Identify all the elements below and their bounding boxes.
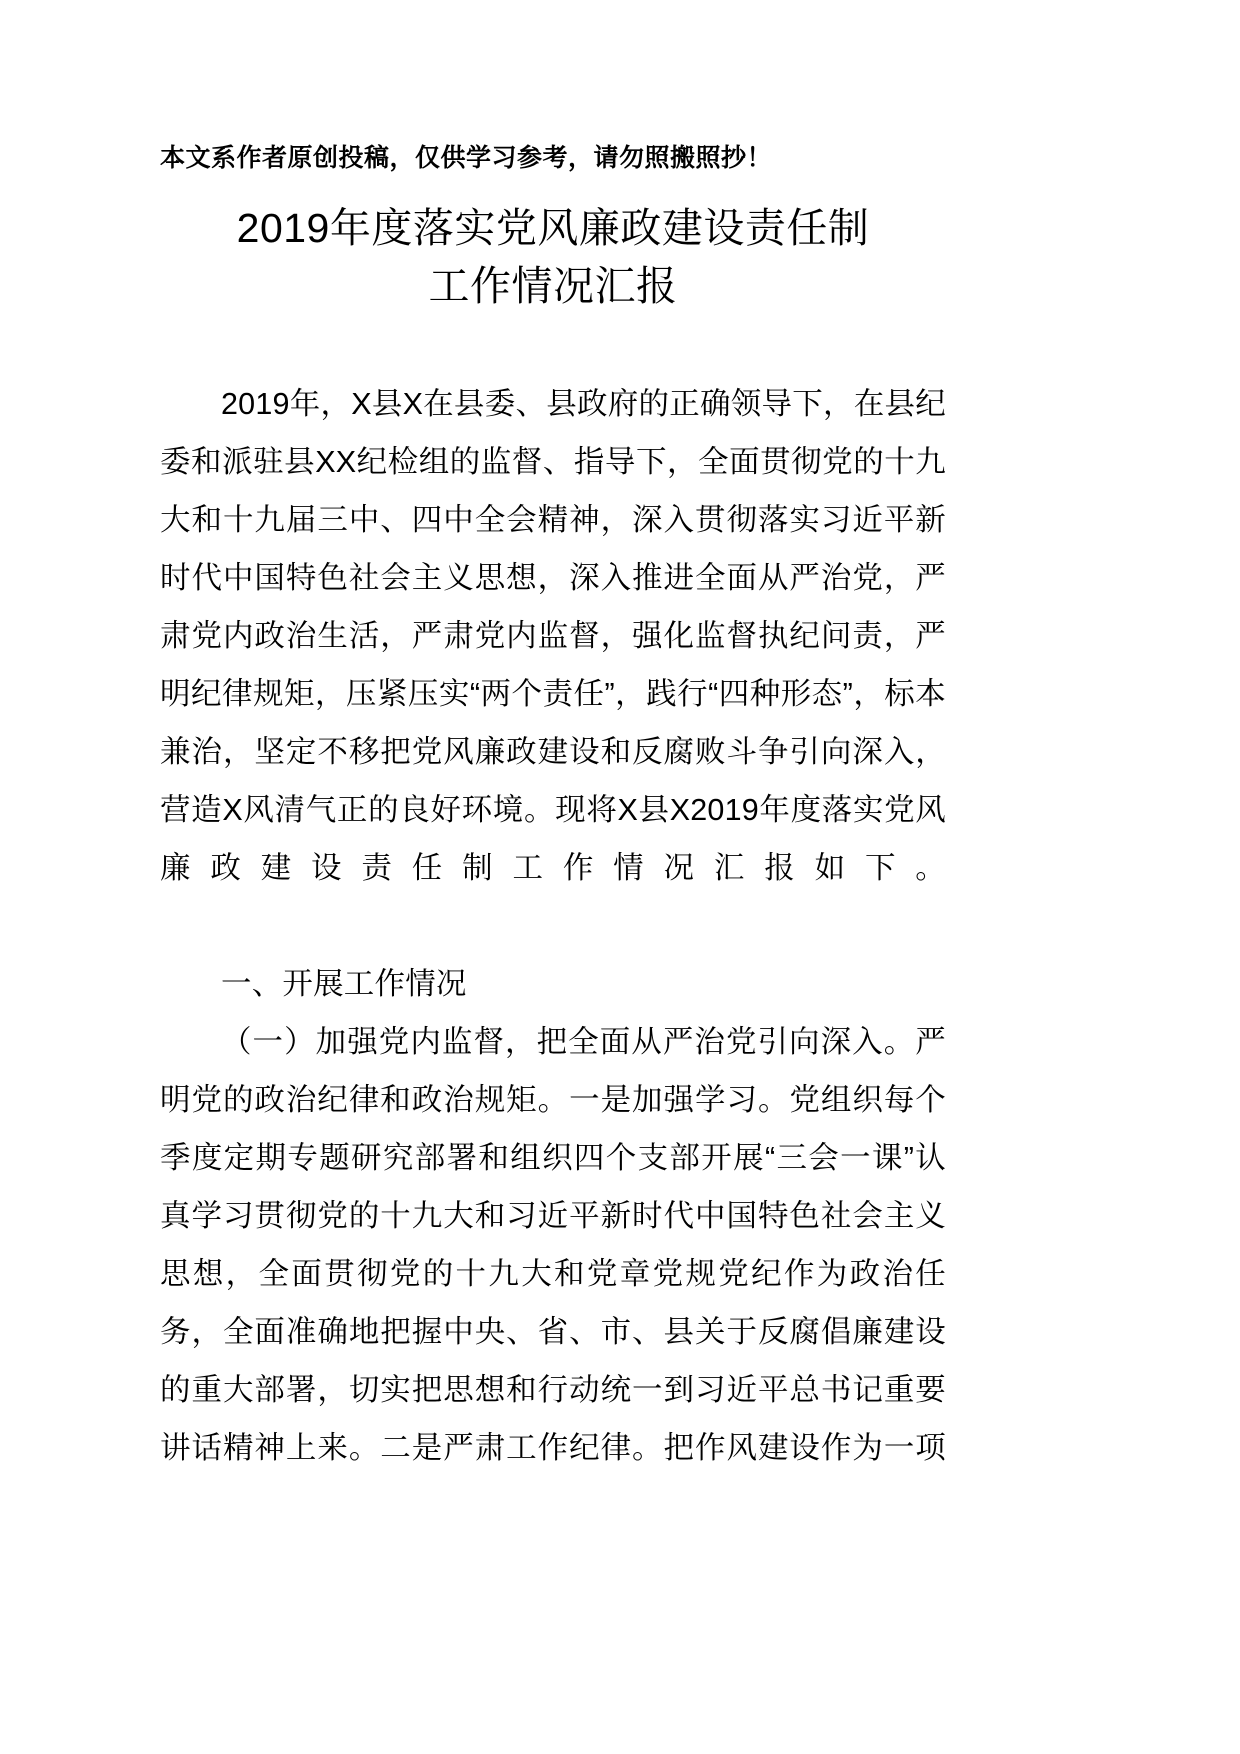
document-content	[160, 0, 946, 1535]
document-body	[160, 375, 946, 1535]
page-title	[160, 199, 946, 315]
paragraph-subsection-one: （一）加强党内监督，把全面从严治党引向深入。严明党的政治纪律和政治规矩。一是加强学习。党组织每个季度定期专题研究部署和组织四个支部开展“三会一课”认真学习贯彻党的十九大和习近平新时代中国特色社会主义思想，全面贯彻党的十九大和党章党规党纪作为政治任务，全面准确地把握中央、省、市、县关于反腐倡廉建设的重大部署，切实把思想和行动统一到习近平总书记重要讲话精神上来。二是严肃工作纪律。把作风建设作为一项	[160, 1025, 946, 1466]
section-heading-one: 一、开展工作情况	[221, 967, 467, 1002]
title-line-2: 工作情况汇报	[428, 263, 678, 310]
title-line-1: 2019年度落实党风廉政建设责任制	[236, 205, 870, 251]
copyright-notice: 本文系作者原创投稿，仅供学习参考，请勿照搬照抄！	[160, 144, 773, 172]
paragraph-intro: 2019年，X县X在县委、县政府的正确领导下，在县纪委和派驻县XX纪检组的监督、指导下，全面贯彻党的十九大和十九届三中、四中全会精神，深入贯彻落实习近平新时代中国特色社会主义思想，深入推进全面从严治党，严肃党内政治生活，严肃党内监督，强化监督执纪问责，严明纪律规矩，压紧压实“两个责任”，践行“四种形态”，标本兼治，坚定不移把党风廉政建设和反腐败斗争引向深入，营造X风清气正的良好环境。现将X县X2019年度落实党风廉政建设责任制工作情况汇报如下。	[160, 387, 946, 886]
